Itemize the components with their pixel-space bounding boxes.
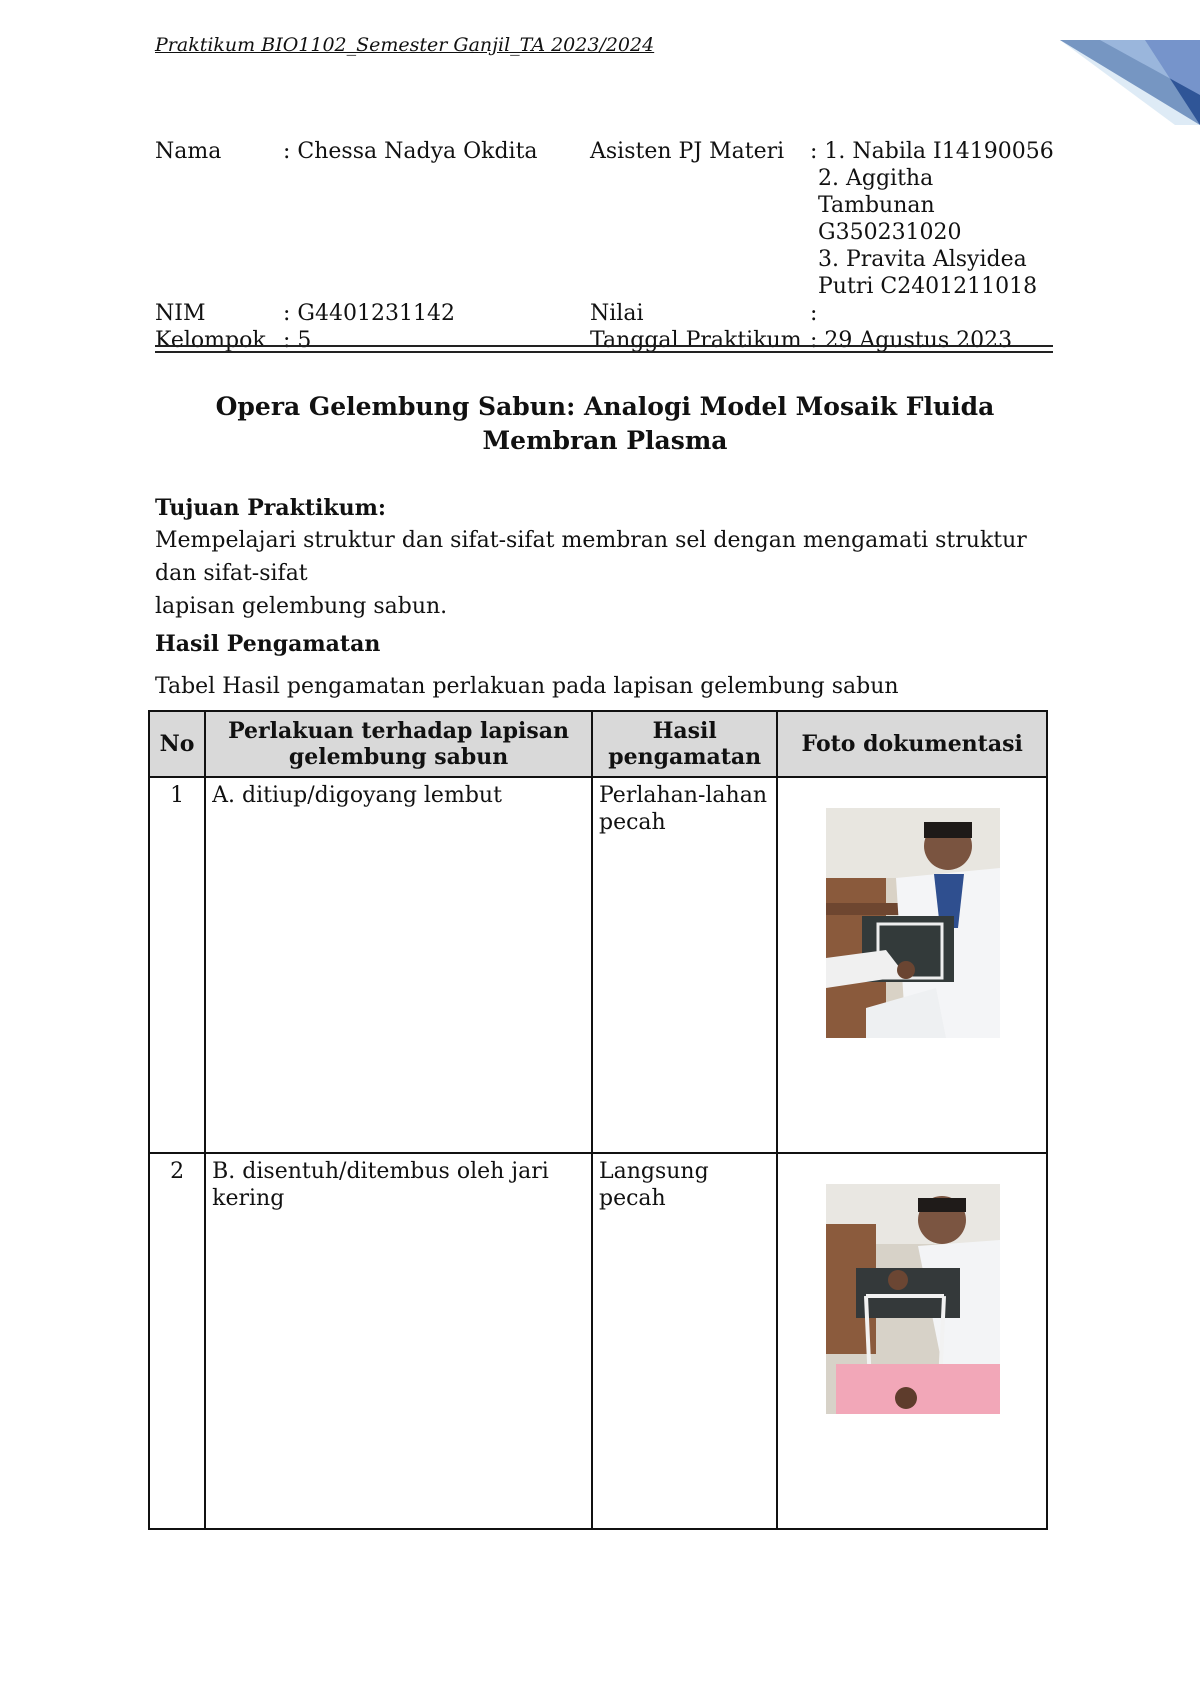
- nama-value: : Chessa Nadya Okdita: [283, 139, 538, 164]
- row-no: 1: [149, 777, 205, 1153]
- nim-value: : G4401231142: [283, 301, 455, 326]
- header-perlakuan-line: Perlakuan terhadap lapisan: [228, 718, 570, 744]
- asisten-line: 2. Aggitha Tambunan: [818, 166, 935, 218]
- header-hasil: [592, 711, 777, 777]
- observation-table: [148, 710, 1048, 1530]
- header-no: No: [149, 711, 205, 777]
- asisten-list: [810, 138, 1055, 300]
- nama-label: Nama: [155, 139, 222, 164]
- nim-label: NIM: [155, 301, 206, 326]
- tanggal-label: Tanggal Praktikum: [590, 328, 802, 353]
- student-info: [155, 138, 1055, 354]
- header-divider: [155, 345, 1053, 353]
- title-line: Opera Gelembung Sabun: Analogi Model Mosaik Fluida: [215, 392, 995, 421]
- asisten-label: Asisten PJ Materi: [590, 139, 785, 164]
- asisten-line: : 1. Nabila I14190056: [810, 139, 1054, 164]
- header-perlakuan-line: gelembung sabun: [288, 744, 509, 770]
- table-row: [149, 777, 1047, 1153]
- header-foto: Foto dokumentasi: [777, 711, 1047, 777]
- header-hasil-line: pengamatan: [608, 744, 762, 770]
- tujuan-heading: Tujuan Praktikum:: [155, 495, 386, 521]
- documentation-photo-1: [826, 808, 1000, 1038]
- course-header: Praktikum BIO1102_Semester Ganjil_TA 2023/2024: [155, 34, 655, 56]
- header-perlakuan: [205, 711, 592, 777]
- title-line: Membran Plasma: [482, 426, 728, 455]
- nilai-label: Nilai: [590, 301, 644, 326]
- row-perlakuan: A. ditiup/digoyang lembut: [205, 777, 592, 1153]
- row-hasil: [592, 777, 777, 1153]
- table-caption: Tabel Hasil pengamatan perlakuan pada lapisan gelembung sabun: [155, 674, 899, 699]
- nilai-value: :: [810, 301, 818, 326]
- row-hasil: [592, 1153, 777, 1529]
- asisten-line: G350231020: [818, 220, 962, 245]
- kelompok-value: : 5: [283, 328, 312, 353]
- kelompok-label: Kelompok: [155, 328, 266, 353]
- row-foto: [777, 1153, 1047, 1529]
- asisten-line: Putri C2401211018: [818, 274, 1038, 299]
- row-no: 2: [149, 1153, 205, 1529]
- corner-decoration: [1060, 40, 1200, 125]
- document-title: [155, 390, 1055, 458]
- header-hasil-line: Hasil: [652, 718, 717, 744]
- row-hasil-line: Langsung pecah: [598, 1159, 709, 1211]
- table-header-row: [149, 711, 1047, 777]
- tujuan-line: Mempelajari struktur dan sifat-sifat membran sel dengan mengamati struktur dan sifat-sifat: [155, 528, 1027, 586]
- hasil-heading: Hasil Pengamatan: [155, 631, 381, 657]
- documentation-photo-2: [826, 1184, 1000, 1414]
- info-row-nama: [155, 138, 1055, 300]
- tanggal-value: : 29 Agustus 2023: [810, 328, 1013, 353]
- row-foto: [777, 777, 1047, 1153]
- row-hasil-line: pecah: [598, 810, 666, 835]
- tujuan-line: lapisan gelembung sabun.: [155, 594, 448, 619]
- asisten-line: 3. Pravita Alsyidea: [818, 247, 1027, 272]
- row-hasil-line: Perlahan-lahan: [598, 783, 767, 808]
- info-row-nim: [155, 300, 1055, 327]
- row-perlakuan: B. disentuh/ditembus oleh jari kering: [205, 1153, 592, 1529]
- table-row: [149, 1153, 1047, 1529]
- tujuan-text: [155, 524, 1055, 623]
